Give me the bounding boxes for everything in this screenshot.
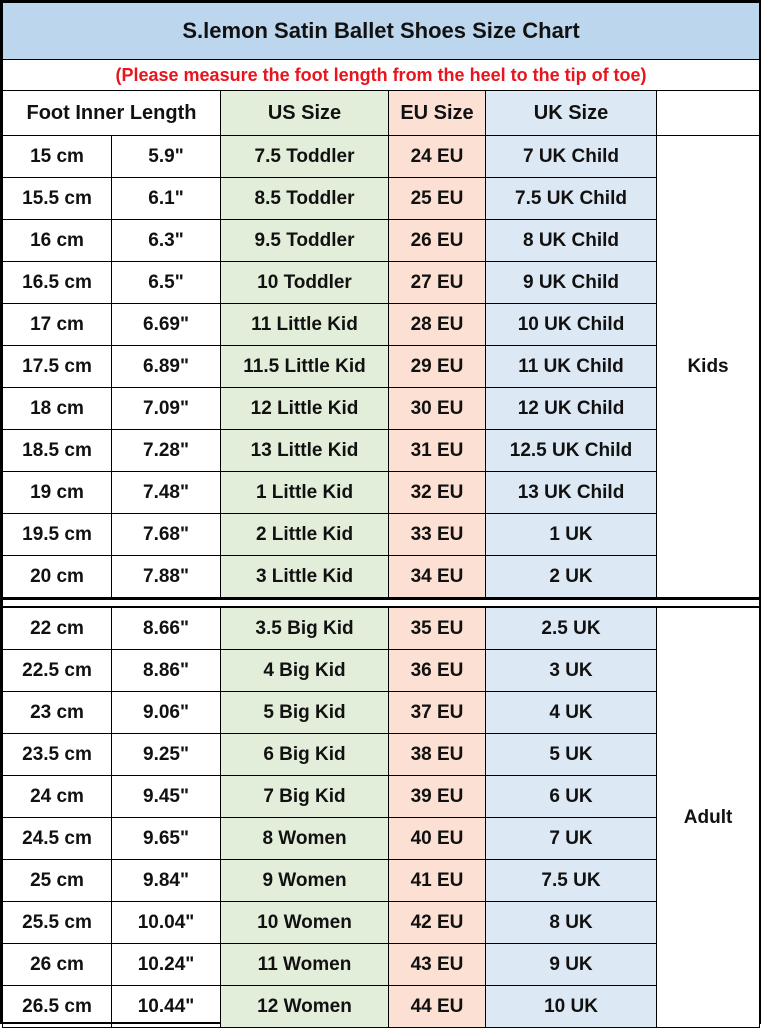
- foot-length-cm: 22.5 cm: [3, 650, 112, 692]
- header-blank: [657, 91, 760, 136]
- eu-size-cell: 39 EU: [389, 776, 486, 818]
- table-row: [3, 818, 760, 860]
- group-label-kids: Kids: [657, 136, 760, 599]
- eu-size-cell: 31 EU: [389, 430, 486, 472]
- foot-length-inch: 9.45": [112, 776, 221, 818]
- table-row: [3, 692, 760, 734]
- foot-length-inch: 8.86": [112, 650, 221, 692]
- table-row: [3, 220, 760, 262]
- foot-length-inch: 7.48": [112, 472, 221, 514]
- foot-length-inch: 9.06": [112, 692, 221, 734]
- foot-length-inch: 9.65": [112, 818, 221, 860]
- foot-length-cm: 15.5 cm: [3, 178, 112, 220]
- foot-length-inch: 6.1": [112, 178, 221, 220]
- us-size-cell: 4 Big Kid: [221, 650, 389, 692]
- us-size-cell: 12 Women: [221, 986, 389, 1028]
- foot-length-cm: 17.5 cm: [3, 346, 112, 388]
- foot-length-cm: 18 cm: [3, 388, 112, 430]
- foot-length-cm: 25.5 cm: [3, 902, 112, 944]
- us-size-cell: 11.5 Little Kid: [221, 346, 389, 388]
- uk-size-cell: 9 UK Child: [486, 262, 657, 304]
- foot-length-inch: 7.68": [112, 514, 221, 556]
- table-row: [3, 734, 760, 776]
- eu-size-cell: 43 EU: [389, 944, 486, 986]
- uk-size-cell: 3 UK: [486, 650, 657, 692]
- table-row: [3, 430, 760, 472]
- table-row: [3, 262, 760, 304]
- table-row: [3, 650, 760, 692]
- foot-length-inch: 9.84": [112, 860, 221, 902]
- us-size-cell: 9.5 Toddler: [221, 220, 389, 262]
- us-size-cell: 10 Women: [221, 902, 389, 944]
- eu-size-cell: 44 EU: [389, 986, 486, 1028]
- group-divider: [3, 599, 760, 608]
- uk-size-cell: 13 UK Child: [486, 472, 657, 514]
- foot-length-inch: 7.09": [112, 388, 221, 430]
- header-uk-size: UK Size: [486, 91, 657, 136]
- uk-size-cell: 1 UK: [486, 514, 657, 556]
- uk-size-cell: 5 UK: [486, 734, 657, 776]
- eu-size-cell: 40 EU: [389, 818, 486, 860]
- table-row: [3, 472, 760, 514]
- eu-size-cell: 29 EU: [389, 346, 486, 388]
- foot-length-inch: 6.69": [112, 304, 221, 346]
- foot-length-inch: 10.44": [112, 986, 221, 1028]
- divider-cell: [3, 599, 760, 608]
- foot-length-inch: 8.66": [112, 607, 221, 650]
- eu-size-cell: 38 EU: [389, 734, 486, 776]
- eu-size-cell: 33 EU: [389, 514, 486, 556]
- uk-size-cell: 11 UK Child: [486, 346, 657, 388]
- foot-length-inch: 10.04": [112, 902, 221, 944]
- uk-size-cell: 2.5 UK: [486, 607, 657, 650]
- us-size-cell: 1 Little Kid: [221, 472, 389, 514]
- eu-size-cell: 30 EU: [389, 388, 486, 430]
- us-size-cell: 6 Big Kid: [221, 734, 389, 776]
- uk-size-cell: 7 UK Child: [486, 136, 657, 178]
- foot-length-cm: 26.5 cm: [3, 986, 112, 1028]
- table-row: [3, 776, 760, 818]
- uk-size-cell: 12.5 UK Child: [486, 430, 657, 472]
- foot-length-inch: 6.89": [112, 346, 221, 388]
- table-row: [3, 388, 760, 430]
- table-row: [3, 136, 760, 178]
- eu-size-cell: 34 EU: [389, 556, 486, 599]
- foot-length-cm: 16.5 cm: [3, 262, 112, 304]
- us-size-cell: 11 Women: [221, 944, 389, 986]
- foot-length-cm: 16 cm: [3, 220, 112, 262]
- uk-size-cell: 10 UK Child: [486, 304, 657, 346]
- eu-size-cell: 32 EU: [389, 472, 486, 514]
- eu-size-cell: 28 EU: [389, 304, 486, 346]
- table-row: [3, 986, 760, 1028]
- us-size-cell: 3 Little Kid: [221, 556, 389, 599]
- eu-size-cell: 42 EU: [389, 902, 486, 944]
- foot-length-inch: 7.88": [112, 556, 221, 599]
- foot-length-cm: 24 cm: [3, 776, 112, 818]
- header-foot-length: Foot Inner Length: [3, 91, 221, 136]
- us-size-cell: 10 Toddler: [221, 262, 389, 304]
- us-size-cell: 12 Little Kid: [221, 388, 389, 430]
- us-size-cell: 8.5 Toddler: [221, 178, 389, 220]
- header-us-size: US Size: [221, 91, 389, 136]
- header-eu-size: EU Size: [389, 91, 486, 136]
- uk-size-cell: 9 UK: [486, 944, 657, 986]
- table-row: [3, 178, 760, 220]
- table-row: [3, 556, 760, 599]
- header-row: [3, 91, 760, 136]
- size-chart-table: [2, 2, 760, 1028]
- uk-size-cell: 8 UK: [486, 902, 657, 944]
- uk-size-cell: 7.5 UK Child: [486, 178, 657, 220]
- group-label-adult: Adult: [657, 607, 760, 1028]
- foot-length-cm: 20 cm: [3, 556, 112, 599]
- foot-length-cm: 24.5 cm: [3, 818, 112, 860]
- table-row: [3, 902, 760, 944]
- table-row: [3, 346, 760, 388]
- us-size-cell: 3.5 Big Kid: [221, 607, 389, 650]
- eu-size-cell: 26 EU: [389, 220, 486, 262]
- measure-note: (Please measure the foot length from the heel to the tip of toe): [3, 60, 760, 91]
- foot-length-cm: 23 cm: [3, 692, 112, 734]
- foot-length-cm: 23.5 cm: [3, 734, 112, 776]
- table-row: [3, 860, 760, 902]
- table-row: [3, 944, 760, 986]
- uk-size-cell: 6 UK: [486, 776, 657, 818]
- eu-size-cell: 24 EU: [389, 136, 486, 178]
- foot-length-inch: 5.9": [112, 136, 221, 178]
- table-row: [3, 304, 760, 346]
- foot-length-inch: 6.5": [112, 262, 221, 304]
- foot-length-cm: 15 cm: [3, 136, 112, 178]
- uk-size-cell: 8 UK Child: [486, 220, 657, 262]
- us-size-cell: 7 Big Kid: [221, 776, 389, 818]
- table-row: [3, 514, 760, 556]
- foot-length-inch: 6.3": [112, 220, 221, 262]
- us-size-cell: 5 Big Kid: [221, 692, 389, 734]
- chart-title: S.lemon Satin Ballet Shoes Size Chart: [3, 3, 760, 60]
- foot-length-inch: 9.25": [112, 734, 221, 776]
- us-size-cell: 9 Women: [221, 860, 389, 902]
- uk-size-cell: 7.5 UK: [486, 860, 657, 902]
- us-size-cell: 8 Women: [221, 818, 389, 860]
- table-row: [3, 607, 760, 650]
- us-size-cell: 7.5 Toddler: [221, 136, 389, 178]
- uk-size-cell: 4 UK: [486, 692, 657, 734]
- foot-length-inch: 10.24": [112, 944, 221, 986]
- foot-length-cm: 26 cm: [3, 944, 112, 986]
- foot-length-cm: 18.5 cm: [3, 430, 112, 472]
- eu-size-cell: 41 EU: [389, 860, 486, 902]
- uk-size-cell: 10 UK: [486, 986, 657, 1028]
- us-size-cell: 13 Little Kid: [221, 430, 389, 472]
- eu-size-cell: 35 EU: [389, 607, 486, 650]
- uk-size-cell: 12 UK Child: [486, 388, 657, 430]
- foot-length-cm: 17 cm: [3, 304, 112, 346]
- foot-length-inch: 7.28": [112, 430, 221, 472]
- foot-length-cm: 22 cm: [3, 607, 112, 650]
- us-size-cell: 11 Little Kid: [221, 304, 389, 346]
- foot-length-cm: 25 cm: [3, 860, 112, 902]
- eu-size-cell: 25 EU: [389, 178, 486, 220]
- us-size-cell: 2 Little Kid: [221, 514, 389, 556]
- uk-size-cell: 2 UK: [486, 556, 657, 599]
- foot-length-cm: 19 cm: [3, 472, 112, 514]
- uk-size-cell: 7 UK: [486, 818, 657, 860]
- eu-size-cell: 37 EU: [389, 692, 486, 734]
- eu-size-cell: 27 EU: [389, 262, 486, 304]
- foot-length-cm: 19.5 cm: [3, 514, 112, 556]
- eu-size-cell: 36 EU: [389, 650, 486, 692]
